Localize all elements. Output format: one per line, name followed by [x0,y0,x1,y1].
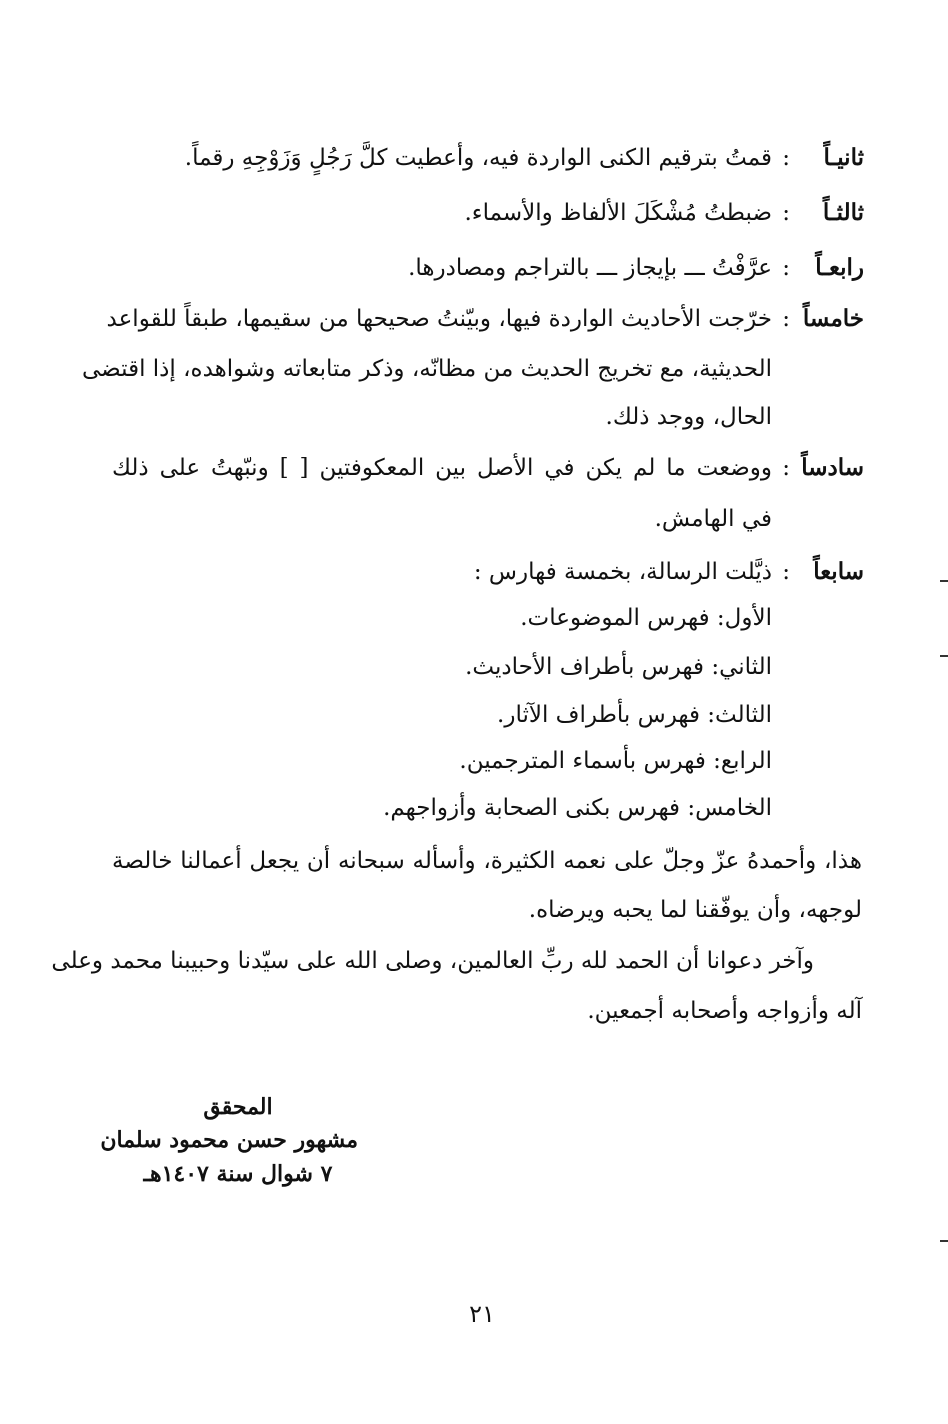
item-text: ضبطتُ مُشْكَلَ الألفاظ والأسماء. [464,200,772,226]
item-text-line: خرّجت الأحاديث الواردة فيها، وبيّنتُ صحيحها من سقيمها، طبقاً للقواعد [106,306,772,332]
signature-date: ٧ شوال سنة ١٤٠٧هـ [143,1161,333,1187]
prayer-line: وآخر دعوانا أن الحمد لله ربِّ العالمين، وصلى الله على سيّدنا وحبيبنا محمد وعلى [51,948,814,974]
closing-line: هذا، وأحمدهُ عزّ وجلّ على نعمه الكثيرة، وأسأله سبحانه أن يجعل أعمالنا خالصة [112,848,862,874]
item-label: رابعـاً [815,254,864,281]
index-list-item: الرابع: فهرس بأسماء المترجمين. [459,748,772,774]
prayer-line: آله وأزواجه وأصحابه أجمعين. [587,998,862,1024]
item-label: ثالثـاً [822,199,864,226]
margin-mark [940,580,948,582]
margin-mark [940,655,948,657]
item-colon: : [782,200,790,226]
item-text: عرَّفْتُ ـــ بإيجاز ـــ بالتراجم ومصادرها. [408,255,772,281]
item-colon: : [782,559,790,585]
item-colon: : [782,145,790,171]
item-colon: : [782,455,790,481]
item-text-line: ووضعت ما لم يكن في الأصل بين المعكوفتين [ ] ونبّهتُ على ذلك [112,455,772,481]
signature-name: مشهور حسن محمود سلمان [100,1127,358,1153]
item-label: سادساً [801,454,864,481]
index-list-item: الثاني: فهرس بأطراف الأحاديث. [465,654,772,680]
item-colon: : [782,255,790,281]
item-text-line: الحديثية، مع تخريج الحديث من مظانّه، وذكر متابعاته وشواهده، إذا اقتضى [82,356,772,382]
item-label: خامساً [802,305,864,332]
page-number: ٢١ [469,1300,495,1328]
index-list-item: الثالث: فهرس بأطراف الآثار. [497,702,772,728]
index-list-item: الخامس: فهرس بكنى الصحابة وأزواجهم. [383,795,772,821]
item-colon: : [782,306,790,332]
closing-line: لوجهه، وأن يوفّقنا لما يحبه ويرضاه. [528,897,862,923]
item-text-line: الحال، ووجد ذلك. [605,404,772,430]
item-text: ذيَّلت الرسالة، بخمسة فهارس : [473,559,772,585]
index-list-item: الأول: فهرس الموضوعات. [520,605,772,631]
item-text-line: في الهامش. [654,506,772,532]
signature-role: المحقق [203,1094,273,1120]
item-text: قمتُ بترقيم الكنى الواردة فيه، وأعطيت كلَّ رَجُلٍ وَزَوْجِهِ رقماً. [184,145,772,171]
item-label: ثانيـاً [823,144,864,171]
item-label: سابعاً [813,558,864,585]
margin-mark [940,1240,948,1242]
